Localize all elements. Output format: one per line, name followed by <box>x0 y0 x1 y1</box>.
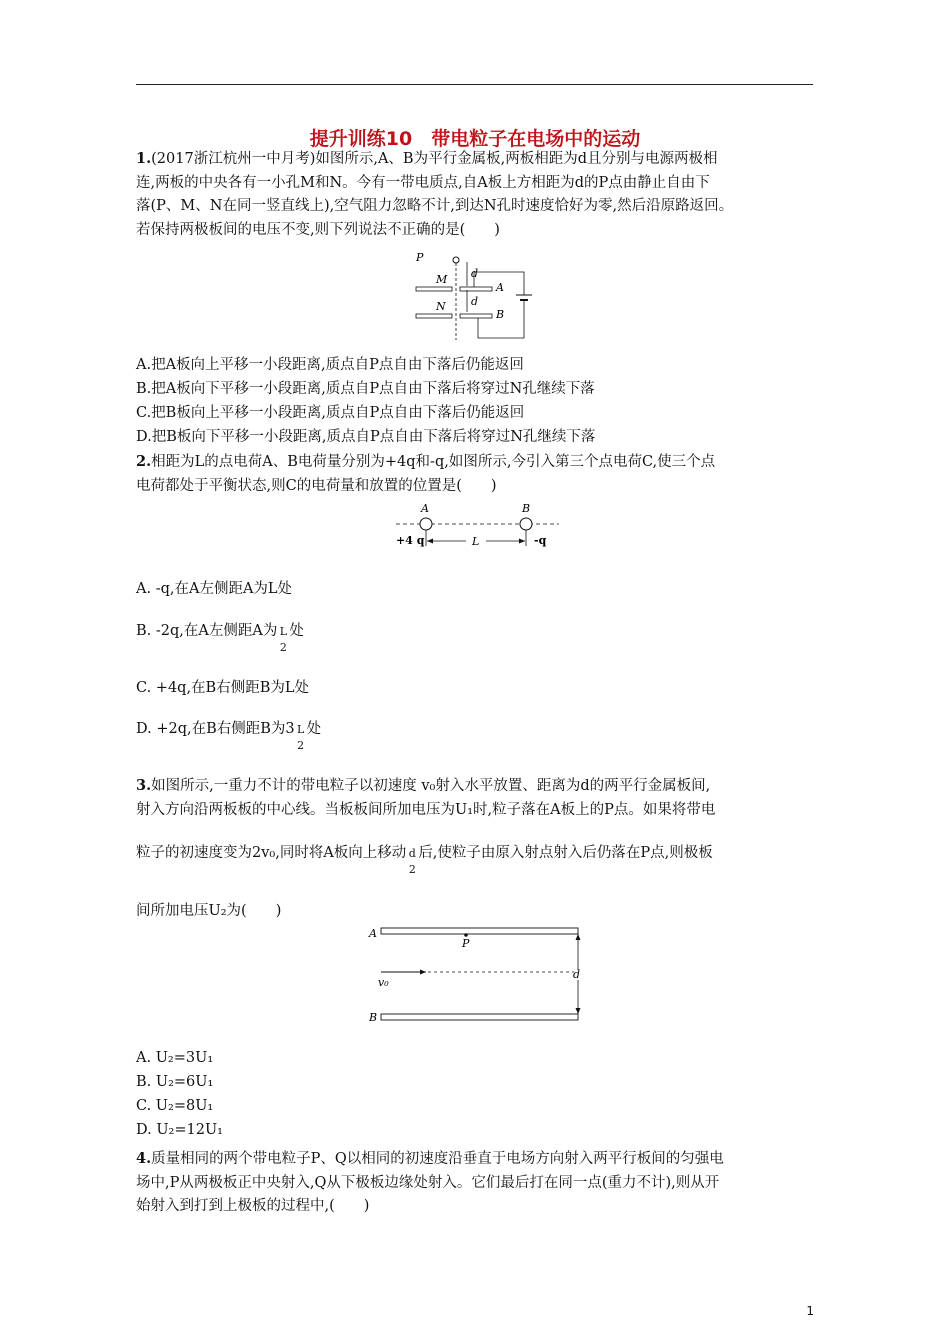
question-number: 2. <box>136 453 152 470</box>
question-3 <box>136 774 816 822</box>
plate-a-left <box>416 287 452 291</box>
option-text: 处 <box>306 721 322 737</box>
label-p: P <box>462 937 470 950</box>
q3-figure <box>366 922 582 1026</box>
q1-option-d: D.把B板向下平移一小段距离,质点自P点自由下落后将穿过N孔继续下落 <box>136 429 596 445</box>
line-text: 粒子的初速度变为2v₀,同时将A板向上移动 <box>136 845 407 861</box>
fraction-denominator: 2 <box>408 863 416 876</box>
plate-a-right <box>460 287 492 291</box>
q3-line-4: 间所加电压U₂为( ) <box>136 903 282 919</box>
q3-option-c: C. U₂=8U₁ <box>136 1098 214 1114</box>
option-text: 处 <box>289 623 304 639</box>
d-arrow-up <box>576 934 581 940</box>
fraction-numerator: L <box>279 625 287 638</box>
point-p <box>453 257 459 263</box>
q3-line-1: 如图所示,一重力不计的带电粒子以初速度 v₀射入水平放置、距离为d的两平行金属板间, <box>151 778 711 794</box>
q1-figure <box>412 250 542 342</box>
fraction-numerator: L <box>296 723 305 736</box>
plate-a <box>381 928 578 934</box>
plate-b-left <box>416 314 452 318</box>
charge-b <box>520 518 532 530</box>
plate-b <box>381 1014 578 1020</box>
q1-option-b: B.把A板向下平移一小段距离,质点自P点自由下落后将穿过N孔继续下落 <box>136 381 595 397</box>
d-arrow-down <box>576 1008 581 1014</box>
q3-option-b: B. U₂=6U₁ <box>136 1074 214 1090</box>
label-b: B <box>496 308 505 321</box>
question-number: 4. <box>136 1150 152 1167</box>
fraction <box>295 723 307 752</box>
label-charge-b: -q <box>534 534 547 547</box>
q2-line-1: 相距为L的点电荷A、B电荷量分别为+4q和-q,如图所示,今引入第三个点电荷C,使三个点 <box>151 454 716 470</box>
label-b: B <box>522 502 531 515</box>
q2-option-c: C. +4q,在B右侧距B为L处 <box>136 680 310 696</box>
q4-line-3: 始射入到打到上极板的过程中,( ) <box>136 1198 370 1214</box>
fraction-coefficient: 3 <box>285 721 295 737</box>
page-number: 1 <box>806 1304 814 1318</box>
line-text: 后,使粒子由原入射点射入后仍落在P点,则极板 <box>418 845 713 861</box>
fraction-numerator: d <box>408 847 416 860</box>
q3-line-2: 射入方向沿两板板的中心线。当板板间所加电压为U₁时,粒子落在A板上的P点。如果将带电 <box>136 801 716 818</box>
q2-option-d <box>136 717 322 752</box>
label-b: B <box>369 1011 378 1024</box>
question-number: 3. <box>136 777 152 794</box>
label-a: A <box>421 502 429 515</box>
question-1 <box>136 147 816 242</box>
q1-option-c: C.把B板向上平移一小段距离,质点自P点自由下落后仍能返回 <box>136 405 525 421</box>
q2-line-2: 电荷都处于平衡状态,则C的电荷量和放置的位置是( ) <box>136 477 497 494</box>
page-title: 提升训练10 带电粒子在电场中的运动 <box>309 128 641 150</box>
label-a: A <box>369 927 377 940</box>
label-v0: v₀ <box>378 976 389 989</box>
label-d: d <box>573 968 581 981</box>
velocity-arrow <box>420 970 426 975</box>
label-charge-a: +4 q <box>396 534 425 547</box>
arrow-head-right <box>519 539 525 544</box>
q1-line-1: (2017浙江杭州一中月考)如图所示,A、B为平行金属板,两板相距为d且分别与电源两极相 <box>151 151 718 167</box>
plate-b-right <box>460 314 492 318</box>
q2-option-b <box>136 619 304 654</box>
q1-line-2: 连,两板的中央各有一小孔M和N。今有一带电质点,自A板上方相距为d的P点由静止自由下 <box>136 174 710 191</box>
q4-line-1: 质量相同的两个带电粒子P、Q以相同的初速度沿垂直于电场方向射入两平行板间的匀强电 <box>151 1151 724 1167</box>
label-m: M <box>436 273 448 286</box>
q4-line-2: 场中,P从两极板正中央射入,Q从下极板边缘处射入。它们最后打在同一点(重力不计),则从开 <box>136 1174 720 1191</box>
label-a: A <box>496 281 504 294</box>
q3-line-3 <box>136 841 713 876</box>
q2-option-a: A. -q,在A左侧距A为L处 <box>136 581 293 597</box>
q1-line-3: 落(P、M、N在同一竖直线上),空气阻力忽略不计,到达N孔时速度恰好为零,然后沿原路返回。 <box>136 198 734 214</box>
label-n: N <box>436 300 446 313</box>
label-l: L <box>472 535 480 548</box>
fraction <box>277 625 289 654</box>
label-d-upper: d <box>471 267 479 280</box>
arrow-head-left <box>427 539 433 544</box>
fraction-denominator: 2 <box>279 641 287 654</box>
label-d-lower: d <box>471 295 479 308</box>
fraction-denominator: 2 <box>297 739 305 752</box>
q3-option-d: D. U₂=12U₁ <box>136 1122 223 1138</box>
fraction <box>406 847 418 876</box>
option-text: B. -2q,在A左侧距A为 <box>136 623 278 639</box>
question-number: 1. <box>136 150 152 167</box>
q1-option-a: A.把A板向上平移一小段距离,质点自P点自由下落后仍能返回 <box>136 357 524 373</box>
q2-figure <box>394 500 564 550</box>
header-rule <box>136 84 813 85</box>
option-text: D. +2q,在B右侧距B为 <box>136 721 286 737</box>
label-p: P <box>416 251 424 264</box>
question-4 <box>136 1147 816 1219</box>
q3-option-a: A. U₂=3U₁ <box>136 1050 214 1066</box>
question-2 <box>136 450 816 498</box>
charge-a <box>420 518 432 530</box>
q1-line-4: 若保持两极板间的电压不变,则下列说法不正确的是( ) <box>136 221 500 238</box>
